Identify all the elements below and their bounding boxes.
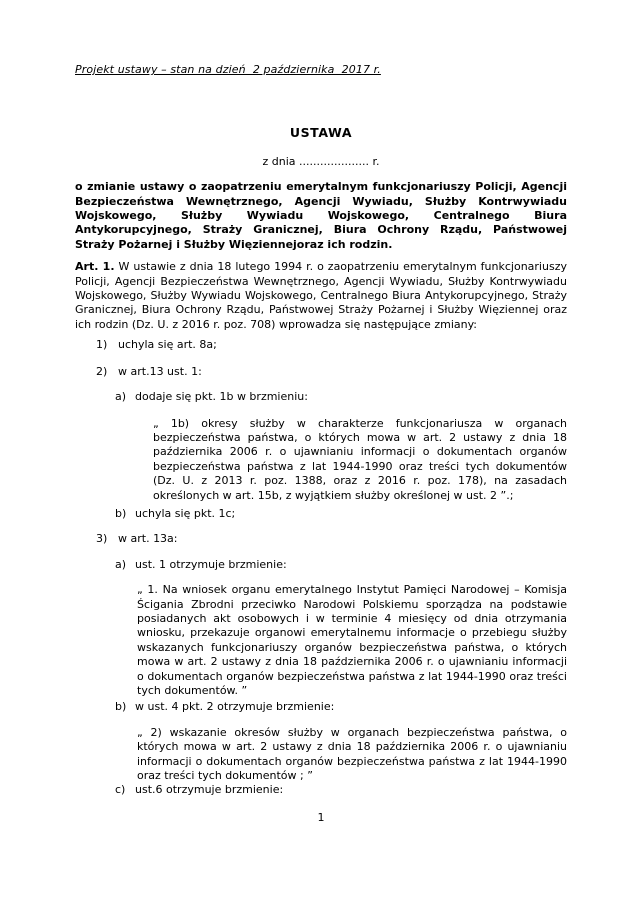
item-marker: 1) — [96, 338, 108, 352]
item-marker: c) — [115, 783, 126, 797]
amendment-item-3b — [115, 700, 567, 714]
item-text: dodaje się pkt. 1b w brzmieniu: — [135, 390, 308, 404]
act-subject-paragraph: o zmianie ustawy o zaopatrzeniu emerytalnym funkcjonariuszy Policji, Agencji Bezpieczeństwa Wewnętrznego, Agencji Wywiadu, Służby Kontrwywiadu Wojskowego, Służby Wywiadu Wojskowego, Centralnego Biura Antykorupcyjnego, Straży Granicznej, Biura Ochrony Rządu, Państwowej Straży Pożarnej i Służby Więziennejoraz ich rodzin. — [75, 180, 567, 251]
item-marker: a) — [115, 390, 127, 404]
item-marker: b) — [115, 700, 127, 714]
article-1-label: Art. 1. — [75, 260, 115, 274]
item-text: ust.6 otrzymuje brzmienie: — [135, 783, 284, 797]
item-marker: 2) — [96, 364, 108, 378]
amendment-item-3c — [115, 783, 567, 797]
item-text: w art.13 ust. 1: — [118, 364, 202, 378]
item-marker: a) — [115, 557, 127, 571]
page-number: 1 — [317, 810, 325, 824]
item-text: w ust. 4 pkt. 2 otrzymuje brzmienie: — [135, 700, 335, 714]
amendment-item-3a — [115, 558, 567, 572]
quoted-provision-1b: „ 1b) okresy służby w charakterze funkcjonariusza w organach bezpieczeństwa państwa, o których mowa w art. 2 ustawy z dnia 18 października 2006 r. o ujawnianiu informacji o dokumentach organów bezpieczeństwa państwa z lat 1944-1990 oraz treści tych dokumentów (Dz. U. z 2013 r. poz. 1388, oraz z 2016 r. poz. 178), na zasadach określonych w art. 15b, z wyjątkiem służby określonej w ust. 2 ”.; — [153, 416, 567, 502]
document-title: USTAWA — [289, 125, 353, 141]
draft-status-line: Projekt ustawy – stan na dzień 2 października 2017 r. — [75, 63, 381, 76]
amendment-item-1 — [96, 338, 567, 352]
amendment-item-3 — [96, 532, 567, 546]
article-1-text: W ustawie z dnia 18 lutego 1994 r. o zaopatrzeniu emerytalnym funkcjonariuszy Policji, Agencji Bezpieczeństwa Wewnętrznego, Agencji Wywiadu, Służby Kontrwywiadu Wojskowego, Służby Wywiadu Wojskowego, Centralnego Biura Antykorupcyjnego, Straży Granicznej, Biura Ochrony Rządu, Państwowej Straży Pożarnej i Służby Więziennej oraz ich rodzin (Dz. U. z 2016 r. poz. 708) wprowadza się następujące zmiany: — [75, 260, 567, 331]
date-placeholder-line: z dnia .................... r. — [262, 154, 380, 168]
article-1-paragraph — [75, 260, 567, 332]
item-text: w art. 13a: — [118, 532, 178, 546]
item-text: ust. 1 otrzymuje brzmienie: — [135, 557, 287, 571]
item-text: uchyla się art. 8a; — [118, 338, 217, 352]
item-text: uchyla się pkt. 1c; — [135, 506, 236, 520]
amendment-item-2 — [96, 365, 567, 379]
document-content — [75, 0, 567, 825]
amendment-item-2a — [115, 390, 567, 404]
item-marker: 3) — [96, 532, 108, 546]
quoted-provision-ust1: „ 1. Na wniosek organu emerytalnego Instytut Pamięci Narodowej – Komisja Ścigania Zbrodni przeciwko Narodowi Polskiemu sporządza na podstawie posiadanych akt osobowych i w terminie 4 miesięcy od dnia otrzymania wniosku, przekazuje organowi emerytalnemu informacje o przebiegu służby wskazanych funkcjonariuszy organów bezpieczeństwa państwa, o których mowa w art. 2 ustawy z dnia 18 października 2006 r. o ujawnianiu informacji o dokumentach organów bezpieczeństwa państwa z lat 1944-1990 oraz treści tych dokumentów. ” — [137, 583, 567, 697]
amendment-item-2b — [115, 507, 567, 521]
quoted-provision-pkt2: „ 2) wskazanie okresów służby w organach bezpieczeństwa państwa, o których mowa w art. 2 ustawy z dnia 18 października 2006 r. o ujawnianiu informacji o dokumentach organów bezpieczeństwa państwa z lat 1944-1990 oraz treści tych dokumentów ; ” — [137, 725, 567, 783]
item-marker: b) — [115, 506, 127, 520]
